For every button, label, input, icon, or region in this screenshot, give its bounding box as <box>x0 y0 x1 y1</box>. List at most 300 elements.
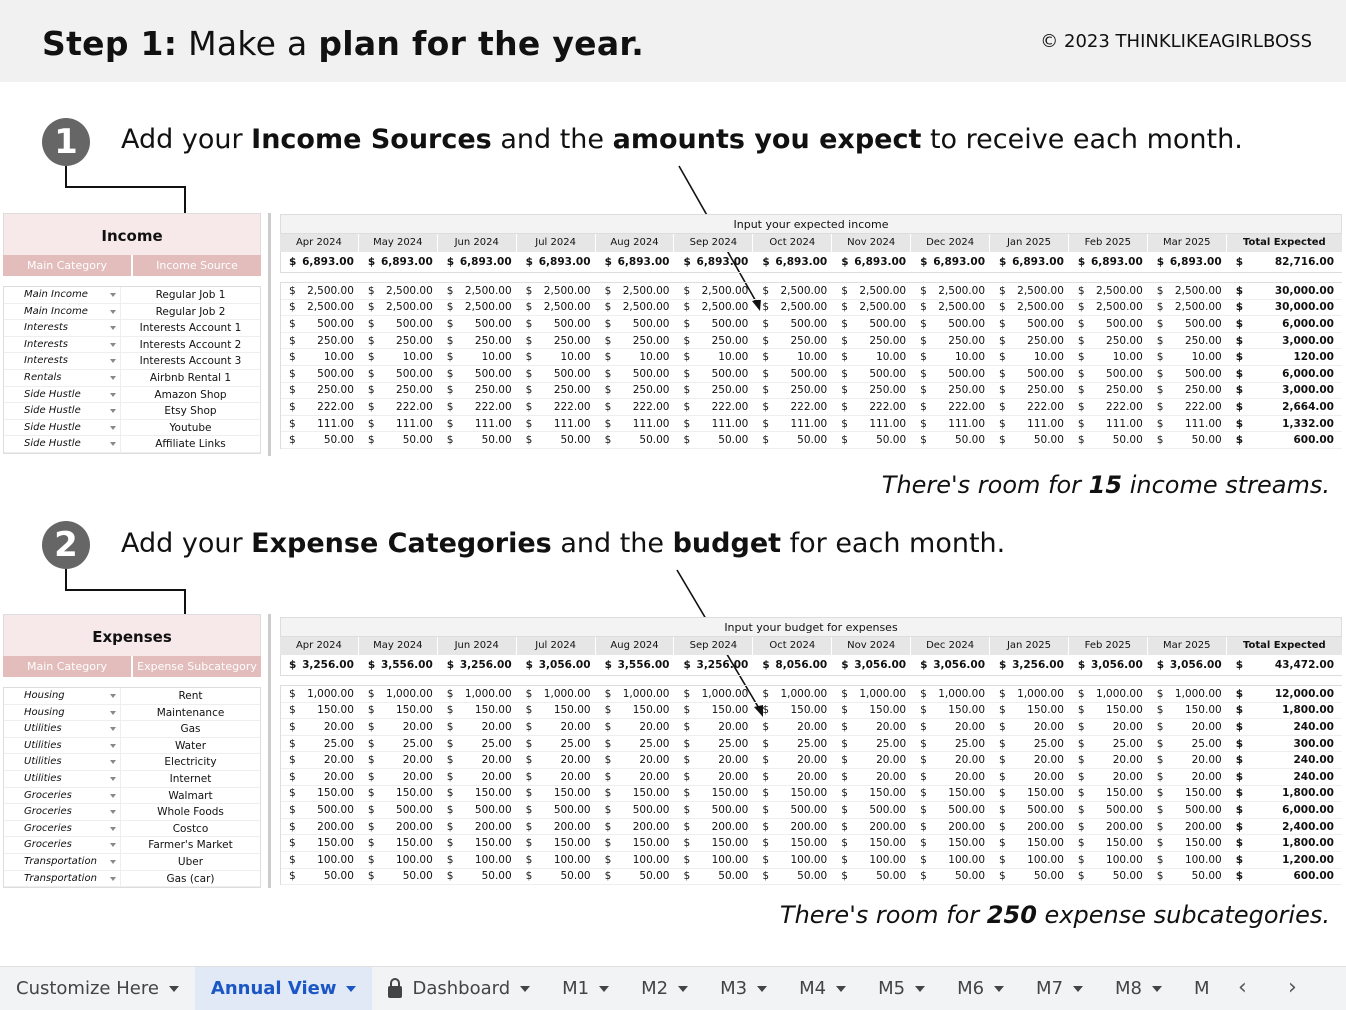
amount-input-cell[interactable] <box>833 769 912 785</box>
subcategory-cell[interactable]: Interests Account 3 <box>120 353 260 369</box>
chevron-down-icon[interactable] <box>1073 986 1083 992</box>
amount-input-cell[interactable] <box>1070 819 1149 835</box>
amount-input-cell[interactable] <box>439 300 518 316</box>
amount-input-cell[interactable] <box>991 869 1070 885</box>
amount-input-cell[interactable] <box>675 399 754 415</box>
amount-input-cell[interactable] <box>439 852 518 868</box>
amount-input-cell[interactable] <box>912 383 991 399</box>
amount-input-cell[interactable] <box>1070 719 1149 735</box>
chevron-down-icon[interactable] <box>678 986 688 992</box>
amount-input-cell[interactable] <box>360 719 439 735</box>
subcategory-cell[interactable]: Electricity <box>120 754 260 770</box>
amount-input-cell[interactable] <box>991 349 1070 365</box>
amount-input-cell[interactable] <box>991 686 1070 702</box>
sheet-tab-m1[interactable] <box>546 967 625 1010</box>
amount-input-cell[interactable] <box>912 686 991 702</box>
amount-input-cell[interactable] <box>518 719 597 735</box>
amount-input-cell[interactable] <box>597 366 676 382</box>
amount-input-cell[interactable] <box>1070 802 1149 818</box>
amount-input-cell[interactable] <box>833 752 912 768</box>
amount-input-cell[interactable] <box>1070 383 1149 399</box>
amount-input-cell[interactable] <box>1149 736 1228 752</box>
amount-input-cell[interactable] <box>754 786 833 802</box>
amount-input-cell[interactable] <box>518 703 597 719</box>
amount-input-cell[interactable] <box>991 703 1070 719</box>
main-category-dropdown[interactable]: Main Income <box>4 304 120 320</box>
amount-input-cell[interactable] <box>1149 349 1228 365</box>
amount-input-cell[interactable] <box>518 736 597 752</box>
sheet-tab-m7[interactable] <box>1020 967 1099 1010</box>
amount-input-cell[interactable] <box>1070 703 1149 719</box>
amount-input-cell[interactable] <box>675 283 754 299</box>
amount-input-cell[interactable] <box>360 835 439 851</box>
amount-input-cell[interactable] <box>518 869 597 885</box>
amount-input-cell[interactable] <box>281 366 360 382</box>
amount-input-cell[interactable] <box>439 703 518 719</box>
amount-input-cell[interactable] <box>281 719 360 735</box>
amount-input-cell[interactable] <box>912 316 991 332</box>
amount-input-cell[interactable] <box>281 736 360 752</box>
amount-input-cell[interactable] <box>833 333 912 349</box>
chevron-down-icon[interactable] <box>1152 986 1162 992</box>
amount-input-cell[interactable] <box>518 316 597 332</box>
subcategory-cell[interactable]: Gas <box>120 721 260 737</box>
subcategory-cell[interactable]: Costco <box>120 821 260 837</box>
amount-input-cell[interactable] <box>1070 399 1149 415</box>
amount-input-cell[interactable] <box>1149 869 1228 885</box>
amount-input-cell[interactable] <box>833 432 912 448</box>
amount-input-cell[interactable] <box>1070 432 1149 448</box>
amount-input-cell[interactable] <box>360 852 439 868</box>
sheet-tab-m6[interactable] <box>941 967 1020 1010</box>
chevron-left-icon[interactable]: ‹ <box>1238 975 1247 1000</box>
subcategory-cell[interactable]: Internet <box>120 771 260 787</box>
amount-input-cell[interactable] <box>675 819 754 835</box>
amount-input-cell[interactable] <box>991 802 1070 818</box>
main-category-dropdown[interactable]: Interests <box>4 337 120 353</box>
amount-input-cell[interactable] <box>754 869 833 885</box>
amount-input-cell[interactable] <box>360 802 439 818</box>
amount-input-cell[interactable] <box>833 852 912 868</box>
amount-input-cell[interactable] <box>754 383 833 399</box>
amount-input-cell[interactable] <box>360 736 439 752</box>
subcategory-cell[interactable]: Youtube <box>120 420 260 436</box>
amount-input-cell[interactable] <box>1149 852 1228 868</box>
amount-input-cell[interactable] <box>675 786 754 802</box>
amount-input-cell[interactable] <box>281 383 360 399</box>
amount-input-cell[interactable] <box>1070 786 1149 802</box>
amount-input-cell[interactable] <box>1070 366 1149 382</box>
chevron-right-icon[interactable]: › <box>1288 975 1297 1000</box>
amount-input-cell[interactable] <box>597 752 676 768</box>
amount-input-cell[interactable] <box>1149 819 1228 835</box>
subcategory-cell[interactable]: Water <box>120 738 260 754</box>
amount-input-cell[interactable] <box>991 416 1070 432</box>
amount-input-cell[interactable] <box>360 769 439 785</box>
amount-input-cell[interactable] <box>1149 432 1228 448</box>
amount-input-cell[interactable] <box>754 802 833 818</box>
subcategory-cell[interactable]: Rent <box>120 688 260 704</box>
main-category-dropdown[interactable]: Utilities <box>4 721 120 737</box>
amount-input-cell[interactable] <box>518 349 597 365</box>
amount-input-cell[interactable] <box>518 399 597 415</box>
amount-input-cell[interactable] <box>360 283 439 299</box>
main-category-dropdown[interactable]: Side Hustle <box>4 436 120 452</box>
amount-input-cell[interactable] <box>675 802 754 818</box>
amount-input-cell[interactable] <box>439 686 518 702</box>
amount-input-cell[interactable] <box>675 852 754 868</box>
amount-input-cell[interactable] <box>1070 769 1149 785</box>
amount-input-cell[interactable] <box>754 432 833 448</box>
amount-input-cell[interactable] <box>833 366 912 382</box>
amount-input-cell[interactable] <box>281 752 360 768</box>
amount-input-cell[interactable] <box>912 416 991 432</box>
amount-input-cell[interactable] <box>675 333 754 349</box>
amount-input-cell[interactable] <box>439 819 518 835</box>
amount-input-cell[interactable] <box>912 835 991 851</box>
amount-input-cell[interactable] <box>281 399 360 415</box>
amount-input-cell[interactable] <box>912 736 991 752</box>
amount-input-cell[interactable] <box>1070 835 1149 851</box>
amount-input-cell[interactable] <box>675 349 754 365</box>
amount-input-cell[interactable] <box>754 719 833 735</box>
amount-input-cell[interactable] <box>754 399 833 415</box>
amount-input-cell[interactable] <box>1149 416 1228 432</box>
main-category-dropdown[interactable]: Groceries <box>4 837 120 853</box>
amount-input-cell[interactable] <box>1070 869 1149 885</box>
amount-input-cell[interactable] <box>518 366 597 382</box>
amount-input-cell[interactable] <box>597 432 676 448</box>
amount-input-cell[interactable] <box>1149 686 1228 702</box>
amount-input-cell[interactable] <box>912 869 991 885</box>
amount-input-cell[interactable] <box>1070 852 1149 868</box>
amount-input-cell[interactable] <box>991 383 1070 399</box>
amount-input-cell[interactable] <box>360 416 439 432</box>
amount-input-cell[interactable] <box>439 366 518 382</box>
amount-input-cell[interactable] <box>1149 703 1228 719</box>
amount-input-cell[interactable] <box>597 349 676 365</box>
amount-input-cell[interactable] <box>675 432 754 448</box>
amount-input-cell[interactable] <box>1149 802 1228 818</box>
chevron-down-icon[interactable] <box>836 986 846 992</box>
amount-input-cell[interactable] <box>912 349 991 365</box>
amount-input-cell[interactable] <box>439 802 518 818</box>
main-category-dropdown[interactable]: Groceries <box>4 804 120 820</box>
amount-input-cell[interactable] <box>675 316 754 332</box>
amount-input-cell[interactable] <box>912 399 991 415</box>
amount-input-cell[interactable] <box>597 869 676 885</box>
amount-input-cell[interactable] <box>991 769 1070 785</box>
amount-input-cell[interactable] <box>991 852 1070 868</box>
amount-input-cell[interactable] <box>912 719 991 735</box>
subcategory-cell[interactable]: Uber <box>120 854 260 870</box>
amount-input-cell[interactable] <box>754 736 833 752</box>
amount-input-cell[interactable] <box>518 283 597 299</box>
amount-input-cell[interactable] <box>439 316 518 332</box>
amount-input-cell[interactable] <box>281 835 360 851</box>
amount-input-cell[interactable] <box>1149 835 1228 851</box>
main-category-dropdown[interactable]: Side Hustle <box>4 403 120 419</box>
amount-input-cell[interactable] <box>518 752 597 768</box>
amount-input-cell[interactable] <box>1070 752 1149 768</box>
amount-input-cell[interactable] <box>360 399 439 415</box>
amount-input-cell[interactable] <box>833 283 912 299</box>
amount-input-cell[interactable] <box>439 752 518 768</box>
amount-input-cell[interactable] <box>1070 283 1149 299</box>
amount-input-cell[interactable] <box>597 719 676 735</box>
amount-input-cell[interactable] <box>281 300 360 316</box>
amount-input-cell[interactable] <box>1149 752 1228 768</box>
amount-input-cell[interactable] <box>912 802 991 818</box>
sheet-tab-m2[interactable] <box>625 967 704 1010</box>
amount-input-cell[interactable] <box>518 835 597 851</box>
amount-input-cell[interactable] <box>912 752 991 768</box>
amount-input-cell[interactable] <box>281 802 360 818</box>
subcategory-cell[interactable]: Interests Account 1 <box>120 320 260 336</box>
amount-input-cell[interactable] <box>518 852 597 868</box>
amount-input-cell[interactable] <box>439 736 518 752</box>
amount-input-cell[interactable] <box>597 333 676 349</box>
main-category-dropdown[interactable]: Transportation <box>4 854 120 870</box>
sheet-tab-m[interactable] <box>1178 967 1226 1010</box>
subcategory-cell[interactable]: Regular Job 2 <box>120 304 260 320</box>
amount-input-cell[interactable] <box>675 719 754 735</box>
amount-input-cell[interactable] <box>439 333 518 349</box>
main-category-dropdown[interactable]: Groceries <box>4 821 120 837</box>
main-category-dropdown[interactable]: Utilities <box>4 771 120 787</box>
chevron-down-icon[interactable] <box>169 986 179 992</box>
main-category-dropdown[interactable]: Side Hustle <box>4 387 120 403</box>
amount-input-cell[interactable] <box>991 300 1070 316</box>
amount-input-cell[interactable] <box>991 786 1070 802</box>
amount-input-cell[interactable] <box>912 703 991 719</box>
amount-input-cell[interactable] <box>1070 349 1149 365</box>
amount-input-cell[interactable] <box>1070 736 1149 752</box>
amount-input-cell[interactable] <box>675 835 754 851</box>
amount-input-cell[interactable] <box>833 399 912 415</box>
amount-input-cell[interactable] <box>833 869 912 885</box>
amount-input-cell[interactable] <box>518 333 597 349</box>
amount-input-cell[interactable] <box>991 752 1070 768</box>
amount-input-cell[interactable] <box>754 835 833 851</box>
amount-input-cell[interactable] <box>754 703 833 719</box>
amount-input-cell[interactable] <box>833 300 912 316</box>
sheet-tab-m4[interactable] <box>783 967 862 1010</box>
amount-input-cell[interactable] <box>518 416 597 432</box>
amount-input-cell[interactable] <box>675 366 754 382</box>
amount-input-cell[interactable] <box>833 786 912 802</box>
amount-input-cell[interactable] <box>754 852 833 868</box>
main-category-dropdown[interactable]: Utilities <box>4 738 120 754</box>
amount-input-cell[interactable] <box>675 300 754 316</box>
amount-input-cell[interactable] <box>439 719 518 735</box>
subcategory-cell[interactable]: Etsy Shop <box>120 403 260 419</box>
amount-input-cell[interactable] <box>281 333 360 349</box>
amount-input-cell[interactable] <box>1149 366 1228 382</box>
amount-input-cell[interactable] <box>360 819 439 835</box>
amount-input-cell[interactable] <box>912 300 991 316</box>
amount-input-cell[interactable] <box>754 300 833 316</box>
amount-input-cell[interactable] <box>675 869 754 885</box>
subcategory-cell[interactable]: Walmart <box>120 788 260 804</box>
amount-input-cell[interactable] <box>597 819 676 835</box>
amount-input-cell[interactable] <box>1149 333 1228 349</box>
amount-input-cell[interactable] <box>597 300 676 316</box>
amount-input-cell[interactable] <box>281 349 360 365</box>
amount-input-cell[interactable] <box>833 736 912 752</box>
main-category-dropdown[interactable]: Utilities <box>4 754 120 770</box>
main-category-dropdown[interactable]: Interests <box>4 320 120 336</box>
amount-input-cell[interactable] <box>991 432 1070 448</box>
chevron-down-icon[interactable] <box>757 986 767 992</box>
sheet-tab-m5[interactable] <box>862 967 941 1010</box>
amount-input-cell[interactable] <box>518 686 597 702</box>
amount-input-cell[interactable] <box>281 432 360 448</box>
amount-input-cell[interactable] <box>360 686 439 702</box>
amount-input-cell[interactable] <box>912 819 991 835</box>
amount-input-cell[interactable] <box>360 752 439 768</box>
subcategory-cell[interactable]: Farmer's Market <box>120 837 260 853</box>
amount-input-cell[interactable] <box>439 835 518 851</box>
amount-input-cell[interactable] <box>754 819 833 835</box>
amount-input-cell[interactable] <box>281 283 360 299</box>
amount-input-cell[interactable] <box>439 869 518 885</box>
amount-input-cell[interactable] <box>597 736 676 752</box>
amount-input-cell[interactable] <box>597 852 676 868</box>
sheet-tab-m3[interactable] <box>704 967 783 1010</box>
amount-input-cell[interactable] <box>439 786 518 802</box>
amount-input-cell[interactable] <box>675 769 754 785</box>
amount-input-cell[interactable] <box>597 835 676 851</box>
amount-input-cell[interactable] <box>360 300 439 316</box>
chevron-down-icon[interactable] <box>994 986 1004 992</box>
amount-input-cell[interactable] <box>754 752 833 768</box>
amount-input-cell[interactable] <box>360 786 439 802</box>
amount-input-cell[interactable] <box>439 769 518 785</box>
amount-input-cell[interactable] <box>912 786 991 802</box>
amount-input-cell[interactable] <box>597 769 676 785</box>
amount-input-cell[interactable] <box>281 686 360 702</box>
amount-input-cell[interactable] <box>912 333 991 349</box>
amount-input-cell[interactable] <box>991 399 1070 415</box>
amount-input-cell[interactable] <box>597 399 676 415</box>
subcategory-cell[interactable]: Whole Foods <box>120 804 260 820</box>
amount-input-cell[interactable] <box>597 383 676 399</box>
subcategory-cell[interactable]: Gas (car) <box>120 871 260 887</box>
amount-input-cell[interactable] <box>597 283 676 299</box>
amount-input-cell[interactable] <box>439 283 518 299</box>
amount-input-cell[interactable] <box>1149 719 1228 735</box>
amount-input-cell[interactable] <box>360 366 439 382</box>
amount-input-cell[interactable] <box>1149 786 1228 802</box>
amount-input-cell[interactable] <box>675 686 754 702</box>
amount-input-cell[interactable] <box>675 383 754 399</box>
amount-input-cell[interactable] <box>754 686 833 702</box>
amount-input-cell[interactable] <box>360 316 439 332</box>
amount-input-cell[interactable] <box>1149 283 1228 299</box>
amount-input-cell[interactable] <box>518 819 597 835</box>
amount-input-cell[interactable] <box>518 432 597 448</box>
amount-input-cell[interactable] <box>991 736 1070 752</box>
amount-input-cell[interactable] <box>1070 686 1149 702</box>
amount-input-cell[interactable] <box>1070 316 1149 332</box>
amount-input-cell[interactable] <box>1149 383 1228 399</box>
amount-input-cell[interactable] <box>833 416 912 432</box>
amount-input-cell[interactable] <box>1070 300 1149 316</box>
amount-input-cell[interactable] <box>991 283 1070 299</box>
amount-input-cell[interactable] <box>991 835 1070 851</box>
amount-input-cell[interactable] <box>597 686 676 702</box>
amount-input-cell[interactable] <box>912 432 991 448</box>
amount-input-cell[interactable] <box>991 819 1070 835</box>
amount-input-cell[interactable] <box>518 383 597 399</box>
amount-input-cell[interactable] <box>833 686 912 702</box>
amount-input-cell[interactable] <box>597 316 676 332</box>
subcategory-cell[interactable]: Airbnb Rental 1 <box>120 370 260 386</box>
sheet-tab-customize-here[interactable] <box>0 967 195 1010</box>
amount-input-cell[interactable] <box>518 300 597 316</box>
subcategory-cell[interactable]: Amazon Shop <box>120 387 260 403</box>
main-category-dropdown[interactable]: Main Income <box>4 287 120 303</box>
main-category-dropdown[interactable]: Housing <box>4 705 120 721</box>
amount-input-cell[interactable] <box>439 416 518 432</box>
amount-input-cell[interactable] <box>833 835 912 851</box>
amount-input-cell[interactable] <box>675 703 754 719</box>
main-category-dropdown[interactable]: Transportation <box>4 871 120 887</box>
chevron-down-icon[interactable] <box>599 986 609 992</box>
main-category-dropdown[interactable]: Housing <box>4 688 120 704</box>
amount-input-cell[interactable] <box>439 383 518 399</box>
amount-input-cell[interactable] <box>360 333 439 349</box>
amount-input-cell[interactable] <box>833 316 912 332</box>
subcategory-cell[interactable]: Maintenance <box>120 705 260 721</box>
amount-input-cell[interactable] <box>281 819 360 835</box>
amount-input-cell[interactable] <box>360 349 439 365</box>
amount-input-cell[interactable] <box>833 802 912 818</box>
chevron-down-icon[interactable] <box>520 986 530 992</box>
amount-input-cell[interactable] <box>597 703 676 719</box>
chevron-down-icon[interactable] <box>346 986 356 992</box>
amount-input-cell[interactable] <box>675 736 754 752</box>
amount-input-cell[interactable] <box>754 316 833 332</box>
amount-input-cell[interactable] <box>754 366 833 382</box>
subcategory-cell[interactable]: Affiliate Links <box>120 436 260 452</box>
amount-input-cell[interactable] <box>991 366 1070 382</box>
amount-input-cell[interactable] <box>833 349 912 365</box>
amount-input-cell[interactable] <box>912 852 991 868</box>
amount-input-cell[interactable] <box>912 769 991 785</box>
amount-input-cell[interactable] <box>833 703 912 719</box>
main-category-dropdown[interactable]: Side Hustle <box>4 420 120 436</box>
amount-input-cell[interactable] <box>360 703 439 719</box>
sheet-tab-dashboard[interactable] <box>372 967 546 1010</box>
subcategory-cell[interactable]: Interests Account 2 <box>120 337 260 353</box>
amount-input-cell[interactable] <box>439 399 518 415</box>
main-category-dropdown[interactable]: Groceries <box>4 788 120 804</box>
amount-input-cell[interactable] <box>518 802 597 818</box>
chevron-down-icon[interactable] <box>915 986 925 992</box>
amount-input-cell[interactable] <box>991 316 1070 332</box>
amount-input-cell[interactable] <box>281 769 360 785</box>
amount-input-cell[interactable] <box>1149 316 1228 332</box>
amount-input-cell[interactable] <box>439 349 518 365</box>
amount-input-cell[interactable] <box>754 333 833 349</box>
amount-input-cell[interactable] <box>360 432 439 448</box>
amount-input-cell[interactable] <box>833 383 912 399</box>
amount-input-cell[interactable] <box>1149 300 1228 316</box>
amount-input-cell[interactable] <box>912 283 991 299</box>
amount-input-cell[interactable] <box>754 283 833 299</box>
